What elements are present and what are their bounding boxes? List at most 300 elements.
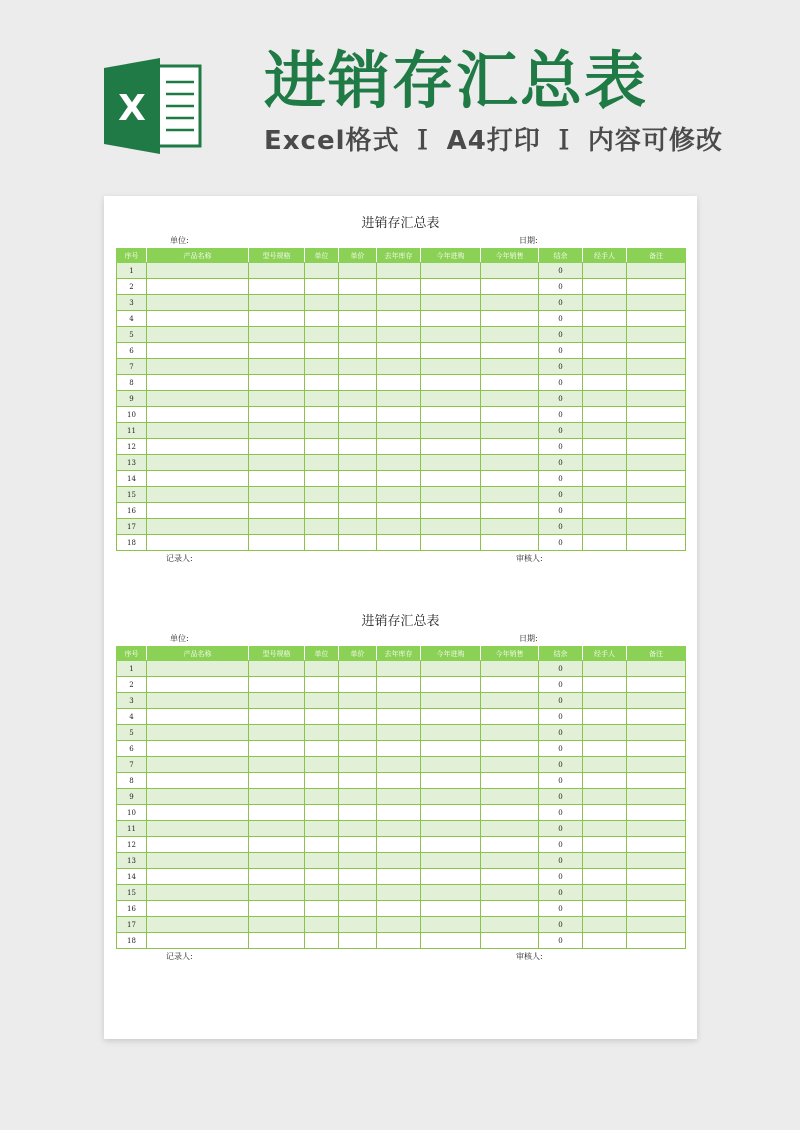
cell-handler[interactable]: [583, 391, 627, 407]
cell-product-name[interactable]: [147, 263, 249, 279]
cell-product-name[interactable]: [147, 741, 249, 757]
cell-price[interactable]: [339, 709, 377, 725]
cell-handler[interactable]: [583, 917, 627, 933]
cell-no[interactable]: 9: [117, 391, 147, 407]
cell-price[interactable]: [339, 295, 377, 311]
cell-unit[interactable]: [305, 503, 339, 519]
cell-sales[interactable]: [481, 503, 539, 519]
cell-no[interactable]: 10: [117, 805, 147, 821]
cell-unit[interactable]: [305, 423, 339, 439]
cell-balance[interactable]: 0: [539, 757, 583, 773]
cell-unit[interactable]: [305, 487, 339, 503]
cell-model[interactable]: [249, 519, 305, 535]
cell-last-stock[interactable]: [377, 327, 421, 343]
cell-balance[interactable]: 0: [539, 439, 583, 455]
cell-price[interactable]: [339, 263, 377, 279]
cell-no[interactable]: 3: [117, 693, 147, 709]
cell-sales[interactable]: [481, 359, 539, 375]
cell-last-stock[interactable]: [377, 423, 421, 439]
cell-sales[interactable]: [481, 789, 539, 805]
cell-last-stock[interactable]: [377, 741, 421, 757]
cell-model[interactable]: [249, 455, 305, 471]
cell-balance[interactable]: 0: [539, 327, 583, 343]
cell-sales[interactable]: [481, 279, 539, 295]
cell-model[interactable]: [249, 471, 305, 487]
cell-no[interactable]: 10: [117, 407, 147, 423]
cell-last-stock[interactable]: [377, 391, 421, 407]
cell-model[interactable]: [249, 661, 305, 677]
cell-last-stock[interactable]: [377, 295, 421, 311]
cell-balance[interactable]: 0: [539, 295, 583, 311]
cell-balance[interactable]: 0: [539, 933, 583, 949]
cell-model[interactable]: [249, 535, 305, 551]
cell-model[interactable]: [249, 263, 305, 279]
cell-unit[interactable]: [305, 837, 339, 853]
cell-purchase[interactable]: [421, 263, 481, 279]
cell-price[interactable]: [339, 821, 377, 837]
cell-no[interactable]: 13: [117, 853, 147, 869]
cell-purchase[interactable]: [421, 295, 481, 311]
cell-balance[interactable]: 0: [539, 741, 583, 757]
cell-price[interactable]: [339, 933, 377, 949]
cell-product-name[interactable]: [147, 789, 249, 805]
cell-last-stock[interactable]: [377, 661, 421, 677]
cell-sales[interactable]: [481, 757, 539, 773]
cell-sales[interactable]: [481, 805, 539, 821]
cell-remark[interactable]: [627, 343, 686, 359]
cell-last-stock[interactable]: [377, 407, 421, 423]
cell-remark[interactable]: [627, 789, 686, 805]
cell-product-name[interactable]: [147, 837, 249, 853]
cell-model[interactable]: [249, 757, 305, 773]
cell-unit[interactable]: [305, 885, 339, 901]
cell-handler[interactable]: [583, 439, 627, 455]
cell-sales[interactable]: [481, 853, 539, 869]
cell-last-stock[interactable]: [377, 837, 421, 853]
cell-sales[interactable]: [481, 773, 539, 789]
cell-remark[interactable]: [627, 391, 686, 407]
cell-no[interactable]: 5: [117, 327, 147, 343]
cell-price[interactable]: [339, 455, 377, 471]
cell-handler[interactable]: [583, 423, 627, 439]
cell-no[interactable]: 4: [117, 311, 147, 327]
cell-no[interactable]: 14: [117, 869, 147, 885]
cell-last-stock[interactable]: [377, 693, 421, 709]
cell-no[interactable]: 16: [117, 901, 147, 917]
cell-model[interactable]: [249, 503, 305, 519]
cell-last-stock[interactable]: [377, 917, 421, 933]
cell-product-name[interactable]: [147, 391, 249, 407]
cell-last-stock[interactable]: [377, 343, 421, 359]
cell-no[interactable]: 4: [117, 709, 147, 725]
cell-model[interactable]: [249, 439, 305, 455]
cell-model[interactable]: [249, 487, 305, 503]
cell-price[interactable]: [339, 471, 377, 487]
cell-purchase[interactable]: [421, 471, 481, 487]
cell-handler[interactable]: [583, 773, 627, 789]
cell-purchase[interactable]: [421, 407, 481, 423]
cell-purchase[interactable]: [421, 757, 481, 773]
cell-purchase[interactable]: [421, 917, 481, 933]
cell-sales[interactable]: [481, 519, 539, 535]
cell-product-name[interactable]: [147, 343, 249, 359]
cell-balance[interactable]: 0: [539, 359, 583, 375]
cell-handler[interactable]: [583, 503, 627, 519]
cell-price[interactable]: [339, 725, 377, 741]
cell-no[interactable]: 8: [117, 375, 147, 391]
cell-remark[interactable]: [627, 407, 686, 423]
cell-price[interactable]: [339, 773, 377, 789]
cell-remark[interactable]: [627, 805, 686, 821]
cell-balance[interactable]: 0: [539, 391, 583, 407]
cell-price[interactable]: [339, 375, 377, 391]
cell-product-name[interactable]: [147, 917, 249, 933]
cell-model[interactable]: [249, 693, 305, 709]
cell-last-stock[interactable]: [377, 853, 421, 869]
cell-model[interactable]: [249, 933, 305, 949]
cell-no[interactable]: 9: [117, 789, 147, 805]
cell-remark[interactable]: [627, 821, 686, 837]
cell-handler[interactable]: [583, 821, 627, 837]
cell-handler[interactable]: [583, 455, 627, 471]
cell-price[interactable]: [339, 503, 377, 519]
cell-no[interactable]: 18: [117, 933, 147, 949]
cell-product-name[interactable]: [147, 933, 249, 949]
cell-handler[interactable]: [583, 263, 627, 279]
cell-sales[interactable]: [481, 821, 539, 837]
cell-balance[interactable]: 0: [539, 869, 583, 885]
cell-no[interactable]: 12: [117, 439, 147, 455]
cell-unit[interactable]: [305, 295, 339, 311]
cell-purchase[interactable]: [421, 773, 481, 789]
cell-balance[interactable]: 0: [539, 263, 583, 279]
cell-handler[interactable]: [583, 757, 627, 773]
cell-no[interactable]: 14: [117, 471, 147, 487]
cell-balance[interactable]: 0: [539, 279, 583, 295]
cell-last-stock[interactable]: [377, 677, 421, 693]
cell-last-stock[interactable]: [377, 709, 421, 725]
cell-handler[interactable]: [583, 661, 627, 677]
cell-last-stock[interactable]: [377, 773, 421, 789]
cell-purchase[interactable]: [421, 901, 481, 917]
cell-last-stock[interactable]: [377, 359, 421, 375]
cell-sales[interactable]: [481, 661, 539, 677]
cell-model[interactable]: [249, 677, 305, 693]
cell-price[interactable]: [339, 359, 377, 375]
cell-sales[interactable]: [481, 487, 539, 503]
cell-last-stock[interactable]: [377, 805, 421, 821]
cell-remark[interactable]: [627, 439, 686, 455]
cell-unit[interactable]: [305, 741, 339, 757]
cell-product-name[interactable]: [147, 279, 249, 295]
cell-remark[interactable]: [627, 375, 686, 391]
cell-no[interactable]: 12: [117, 837, 147, 853]
cell-balance[interactable]: 0: [539, 853, 583, 869]
cell-handler[interactable]: [583, 407, 627, 423]
cell-last-stock[interactable]: [377, 901, 421, 917]
cell-purchase[interactable]: [421, 693, 481, 709]
cell-unit[interactable]: [305, 359, 339, 375]
cell-last-stock[interactable]: [377, 487, 421, 503]
cell-balance[interactable]: 0: [539, 455, 583, 471]
cell-model[interactable]: [249, 853, 305, 869]
cell-product-name[interactable]: [147, 661, 249, 677]
cell-model[interactable]: [249, 295, 305, 311]
cell-model[interactable]: [249, 837, 305, 853]
cell-no[interactable]: 7: [117, 757, 147, 773]
cell-handler[interactable]: [583, 471, 627, 487]
cell-purchase[interactable]: [421, 805, 481, 821]
cell-model[interactable]: [249, 917, 305, 933]
cell-no[interactable]: 17: [117, 917, 147, 933]
cell-last-stock[interactable]: [377, 455, 421, 471]
cell-remark[interactable]: [627, 519, 686, 535]
cell-price[interactable]: [339, 901, 377, 917]
cell-balance[interactable]: 0: [539, 837, 583, 853]
cell-remark[interactable]: [627, 471, 686, 487]
cell-price[interactable]: [339, 869, 377, 885]
cell-price[interactable]: [339, 519, 377, 535]
cell-balance[interactable]: 0: [539, 917, 583, 933]
cell-price[interactable]: [339, 661, 377, 677]
cell-handler[interactable]: [583, 709, 627, 725]
cell-remark[interactable]: [627, 837, 686, 853]
cell-price[interactable]: [339, 693, 377, 709]
cell-no[interactable]: 1: [117, 661, 147, 677]
cell-purchase[interactable]: [421, 677, 481, 693]
cell-model[interactable]: [249, 375, 305, 391]
cell-sales[interactable]: [481, 885, 539, 901]
cell-remark[interactable]: [627, 661, 686, 677]
cell-product-name[interactable]: [147, 327, 249, 343]
cell-purchase[interactable]: [421, 503, 481, 519]
cell-remark[interactable]: [627, 725, 686, 741]
cell-purchase[interactable]: [421, 821, 481, 837]
cell-product-name[interactable]: [147, 709, 249, 725]
cell-balance[interactable]: 0: [539, 805, 583, 821]
cell-model[interactable]: [249, 789, 305, 805]
cell-unit[interactable]: [305, 471, 339, 487]
cell-no[interactable]: 7: [117, 359, 147, 375]
cell-remark[interactable]: [627, 327, 686, 343]
cell-purchase[interactable]: [421, 343, 481, 359]
cell-sales[interactable]: [481, 375, 539, 391]
cell-unit[interactable]: [305, 311, 339, 327]
cell-handler[interactable]: [583, 805, 627, 821]
cell-handler[interactable]: [583, 901, 627, 917]
cell-purchase[interactable]: [421, 789, 481, 805]
cell-price[interactable]: [339, 391, 377, 407]
cell-unit[interactable]: [305, 821, 339, 837]
cell-model[interactable]: [249, 359, 305, 375]
cell-purchase[interactable]: [421, 279, 481, 295]
cell-product-name[interactable]: [147, 359, 249, 375]
cell-balance[interactable]: 0: [539, 661, 583, 677]
cell-last-stock[interactable]: [377, 263, 421, 279]
cell-handler[interactable]: [583, 853, 627, 869]
cell-purchase[interactable]: [421, 487, 481, 503]
cell-price[interactable]: [339, 917, 377, 933]
cell-product-name[interactable]: [147, 503, 249, 519]
cell-no[interactable]: 15: [117, 487, 147, 503]
cell-balance[interactable]: 0: [539, 487, 583, 503]
cell-remark[interactable]: [627, 869, 686, 885]
cell-no[interactable]: 11: [117, 423, 147, 439]
cell-sales[interactable]: [481, 535, 539, 551]
cell-price[interactable]: [339, 853, 377, 869]
cell-product-name[interactable]: [147, 725, 249, 741]
cell-balance[interactable]: 0: [539, 503, 583, 519]
cell-remark[interactable]: [627, 709, 686, 725]
cell-purchase[interactable]: [421, 327, 481, 343]
cell-model[interactable]: [249, 805, 305, 821]
cell-handler[interactable]: [583, 519, 627, 535]
cell-remark[interactable]: [627, 487, 686, 503]
cell-remark[interactable]: [627, 359, 686, 375]
cell-last-stock[interactable]: [377, 789, 421, 805]
cell-handler[interactable]: [583, 295, 627, 311]
cell-no[interactable]: 2: [117, 677, 147, 693]
cell-remark[interactable]: [627, 693, 686, 709]
cell-product-name[interactable]: [147, 439, 249, 455]
cell-purchase[interactable]: [421, 837, 481, 853]
cell-purchase[interactable]: [421, 391, 481, 407]
cell-no[interactable]: 8: [117, 773, 147, 789]
cell-product-name[interactable]: [147, 471, 249, 487]
cell-remark[interactable]: [627, 423, 686, 439]
cell-price[interactable]: [339, 885, 377, 901]
cell-no[interactable]: 13: [117, 455, 147, 471]
cell-balance[interactable]: 0: [539, 821, 583, 837]
cell-unit[interactable]: [305, 933, 339, 949]
cell-remark[interactable]: [627, 885, 686, 901]
cell-purchase[interactable]: [421, 439, 481, 455]
cell-last-stock[interactable]: [377, 439, 421, 455]
cell-no[interactable]: 15: [117, 885, 147, 901]
cell-product-name[interactable]: [147, 519, 249, 535]
cell-remark[interactable]: [627, 917, 686, 933]
cell-price[interactable]: [339, 279, 377, 295]
cell-product-name[interactable]: [147, 535, 249, 551]
cell-product-name[interactable]: [147, 805, 249, 821]
cell-handler[interactable]: [583, 279, 627, 295]
cell-unit[interactable]: [305, 519, 339, 535]
cell-last-stock[interactable]: [377, 279, 421, 295]
cell-handler[interactable]: [583, 933, 627, 949]
cell-price[interactable]: [339, 789, 377, 805]
cell-price[interactable]: [339, 439, 377, 455]
cell-model[interactable]: [249, 901, 305, 917]
cell-price[interactable]: [339, 741, 377, 757]
cell-sales[interactable]: [481, 455, 539, 471]
cell-remark[interactable]: [627, 741, 686, 757]
cell-product-name[interactable]: [147, 757, 249, 773]
cell-model[interactable]: [249, 869, 305, 885]
cell-balance[interactable]: 0: [539, 773, 583, 789]
cell-price[interactable]: [339, 837, 377, 853]
cell-balance[interactable]: 0: [539, 471, 583, 487]
cell-purchase[interactable]: [421, 741, 481, 757]
cell-product-name[interactable]: [147, 821, 249, 837]
cell-price[interactable]: [339, 677, 377, 693]
cell-remark[interactable]: [627, 535, 686, 551]
cell-unit[interactable]: [305, 901, 339, 917]
cell-unit[interactable]: [305, 327, 339, 343]
cell-no[interactable]: 3: [117, 295, 147, 311]
cell-last-stock[interactable]: [377, 535, 421, 551]
cell-purchase[interactable]: [421, 661, 481, 677]
cell-remark[interactable]: [627, 677, 686, 693]
cell-balance[interactable]: 0: [539, 789, 583, 805]
cell-purchase[interactable]: [421, 311, 481, 327]
cell-model[interactable]: [249, 885, 305, 901]
cell-unit[interactable]: [305, 917, 339, 933]
cell-last-stock[interactable]: [377, 519, 421, 535]
cell-price[interactable]: [339, 327, 377, 343]
cell-product-name[interactable]: [147, 853, 249, 869]
cell-last-stock[interactable]: [377, 821, 421, 837]
cell-sales[interactable]: [481, 471, 539, 487]
cell-purchase[interactable]: [421, 535, 481, 551]
cell-unit[interactable]: [305, 693, 339, 709]
cell-balance[interactable]: 0: [539, 693, 583, 709]
cell-no[interactable]: 6: [117, 343, 147, 359]
cell-sales[interactable]: [481, 423, 539, 439]
cell-product-name[interactable]: [147, 677, 249, 693]
cell-product-name[interactable]: [147, 693, 249, 709]
cell-handler[interactable]: [583, 343, 627, 359]
cell-product-name[interactable]: [147, 773, 249, 789]
cell-price[interactable]: [339, 535, 377, 551]
cell-sales[interactable]: [481, 869, 539, 885]
cell-product-name[interactable]: [147, 885, 249, 901]
cell-sales[interactable]: [481, 741, 539, 757]
cell-purchase[interactable]: [421, 423, 481, 439]
cell-no[interactable]: 17: [117, 519, 147, 535]
cell-sales[interactable]: [481, 391, 539, 407]
cell-model[interactable]: [249, 391, 305, 407]
cell-unit[interactable]: [305, 869, 339, 885]
cell-unit[interactable]: [305, 375, 339, 391]
cell-unit[interactable]: [305, 789, 339, 805]
cell-handler[interactable]: [583, 693, 627, 709]
cell-handler[interactable]: [583, 869, 627, 885]
cell-price[interactable]: [339, 757, 377, 773]
cell-price[interactable]: [339, 343, 377, 359]
cell-no[interactable]: 6: [117, 741, 147, 757]
cell-no[interactable]: 1: [117, 263, 147, 279]
cell-unit[interactable]: [305, 535, 339, 551]
cell-balance[interactable]: 0: [539, 535, 583, 551]
cell-balance[interactable]: 0: [539, 343, 583, 359]
cell-handler[interactable]: [583, 327, 627, 343]
cell-purchase[interactable]: [421, 375, 481, 391]
cell-unit[interactable]: [305, 805, 339, 821]
cell-model[interactable]: [249, 327, 305, 343]
cell-no[interactable]: 2: [117, 279, 147, 295]
cell-remark[interactable]: [627, 901, 686, 917]
cell-balance[interactable]: 0: [539, 423, 583, 439]
cell-price[interactable]: [339, 311, 377, 327]
cell-last-stock[interactable]: [377, 471, 421, 487]
cell-unit[interactable]: [305, 661, 339, 677]
cell-sales[interactable]: [481, 917, 539, 933]
cell-purchase[interactable]: [421, 885, 481, 901]
cell-price[interactable]: [339, 805, 377, 821]
cell-last-stock[interactable]: [377, 933, 421, 949]
cell-unit[interactable]: [305, 677, 339, 693]
cell-unit[interactable]: [305, 853, 339, 869]
